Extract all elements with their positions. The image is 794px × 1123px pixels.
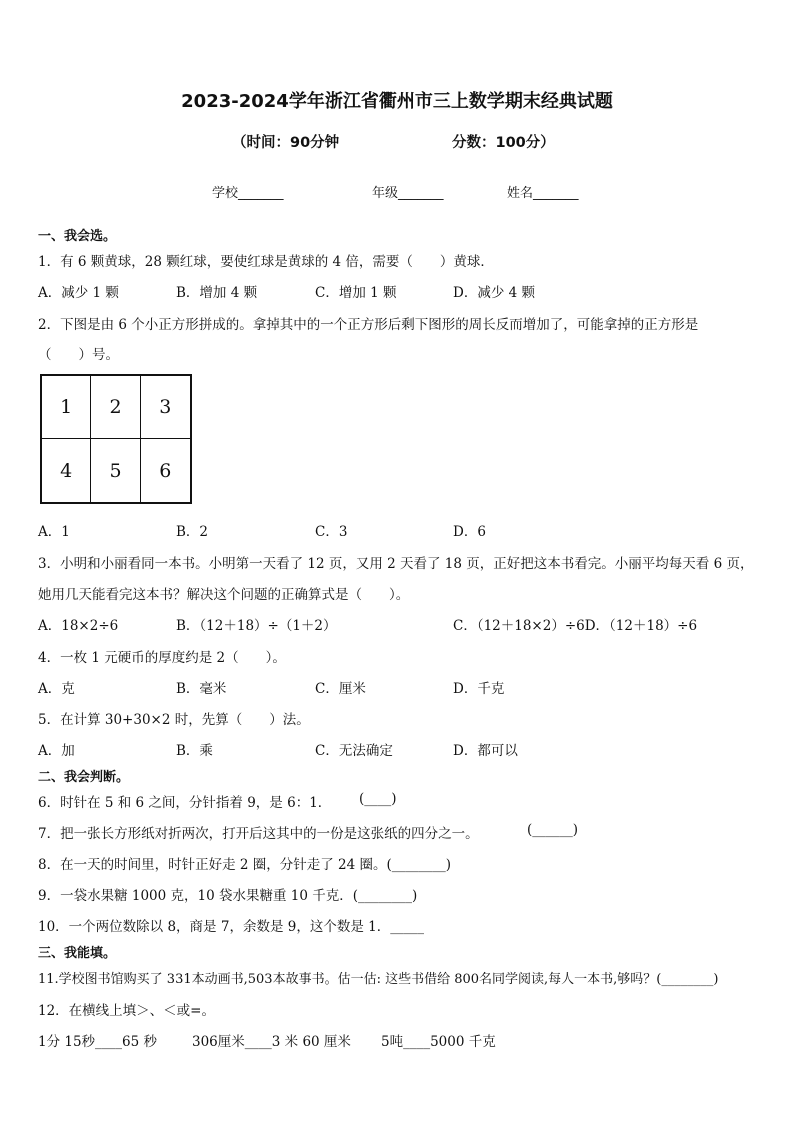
question-1: 1．有 6 颗黄球，28 颗红球，要使红球是黄球的 4 倍，需要（ ）黄球． bbox=[38, 254, 494, 270]
section-heading-choice: 一、我会选。 bbox=[38, 229, 117, 244]
square-figure bbox=[40, 374, 192, 504]
question-3-line2: 她用几天能看完这本书？解决这个问题的正确算式是（ ）。 bbox=[38, 587, 410, 603]
question-7: 7．把一张长方形纸对折两次，打开后这其中的一份是这张纸的四分之一。 bbox=[38, 826, 479, 842]
q12-item-1: 1分 15秒____65 秒 bbox=[38, 1034, 158, 1050]
question-2-line2: （ ）号。 bbox=[38, 347, 119, 363]
section-heading-fill: 三、我能填。 bbox=[38, 946, 117, 961]
q6-blank: (____) bbox=[359, 791, 397, 807]
q12-item-2: 306厘米____3 米 60 厘米 bbox=[192, 1034, 351, 1050]
square-cell: 3 bbox=[141, 376, 190, 439]
q2-option-d: D．6 bbox=[453, 524, 486, 540]
square-cell: 4 bbox=[42, 439, 91, 502]
q5-option-a: A．加 bbox=[38, 743, 75, 759]
q2-option-b: B．2 bbox=[176, 524, 209, 540]
q3-option-b: B．（12＋18）÷（1＋2） bbox=[176, 618, 337, 634]
q3-option-a: A．18×2÷6 bbox=[38, 618, 119, 634]
q4-option-b: B．毫米 bbox=[176, 681, 227, 697]
q4-option-a: A．克 bbox=[38, 681, 75, 697]
square-cell: 1 bbox=[42, 376, 91, 439]
square-cell: 2 bbox=[91, 376, 140, 439]
question-8: 8．在一天的时间里，时针正好走 2 圈，分针走了 24 圈。(________) bbox=[38, 857, 452, 873]
school-field: 学校_______ bbox=[212, 186, 284, 201]
total-score: 分数：100分） bbox=[452, 135, 555, 151]
q4-option-d: D．千克 bbox=[453, 681, 505, 697]
q2-option-c: C．3 bbox=[315, 524, 348, 540]
question-6: 6．时针在 5 和 6 之间，分针指着 9，是 6：1． bbox=[38, 795, 332, 811]
q5-option-d: D．都可以 bbox=[453, 743, 518, 759]
question-9: 9．一袋水果糖 1000 克，10 袋水果糖重 10 千克．(________) bbox=[38, 888, 418, 904]
question-5: 5．在计算 30+30×2 时，先算（ ）法。 bbox=[38, 712, 310, 728]
square-cell: 6 bbox=[159, 459, 172, 482]
q1-option-a: A．减少 1 颗 bbox=[38, 285, 119, 301]
time-limit: （时间：90分钟 bbox=[232, 135, 340, 151]
q5-option-b: B．乘 bbox=[176, 743, 213, 759]
q1-option-c: C．增加 1 颗 bbox=[315, 285, 397, 301]
q7-blank: (______) bbox=[527, 822, 579, 838]
page-title: 2023-2024学年浙江省衢州市三上数学期末经典试题 bbox=[181, 91, 613, 112]
question-3-line1: 3．小明和小丽看同一本书。小明第一天看了 12 页，又用 2 天看了 18 页，正好把这本书看完。小丽平均每天看 6 页， bbox=[38, 556, 754, 572]
q1-option-b: B．增加 4 颗 bbox=[176, 285, 258, 301]
section-heading-judge: 二、我会判断。 bbox=[38, 770, 130, 785]
grade-field: 年级_______ bbox=[372, 186, 444, 201]
question-10: 10．一个两位数除以 8，商是 7，余数是 9，这个数是 1．_____ bbox=[38, 919, 424, 935]
question-4: 4．一枚 1 元硬币的厚度约是 2（ ）。 bbox=[38, 650, 286, 666]
question-11: 11.学校图书馆购买了 331本动画书,503本故事书。估一估: 这些书借给 800名同学阅读,每人一本书,够吗？(________) bbox=[38, 972, 719, 987]
square-cell: 5 bbox=[91, 439, 140, 502]
q3-option-cd: C．（12＋18×2）÷6D．（12＋18）÷6 bbox=[453, 618, 698, 634]
question-12: 12．在横线上填＞、＜或=。 bbox=[38, 1003, 215, 1019]
name-field: 姓名_______ bbox=[507, 186, 579, 201]
q5-option-c: C．无法确定 bbox=[315, 743, 393, 759]
q1-option-d: D．减少 4 颗 bbox=[453, 285, 535, 301]
question-2-line1: 2．下图是由 6 个小正方形拼成的。拿掉其中的一个正方形后剩下图形的周长反而增加了，可能拿掉的正方形是 bbox=[38, 317, 699, 333]
q2-option-a: A．1 bbox=[38, 524, 70, 540]
q12-item-3: 5吨____5000 千克 bbox=[381, 1034, 496, 1050]
q4-option-c: C．厘米 bbox=[315, 681, 366, 697]
